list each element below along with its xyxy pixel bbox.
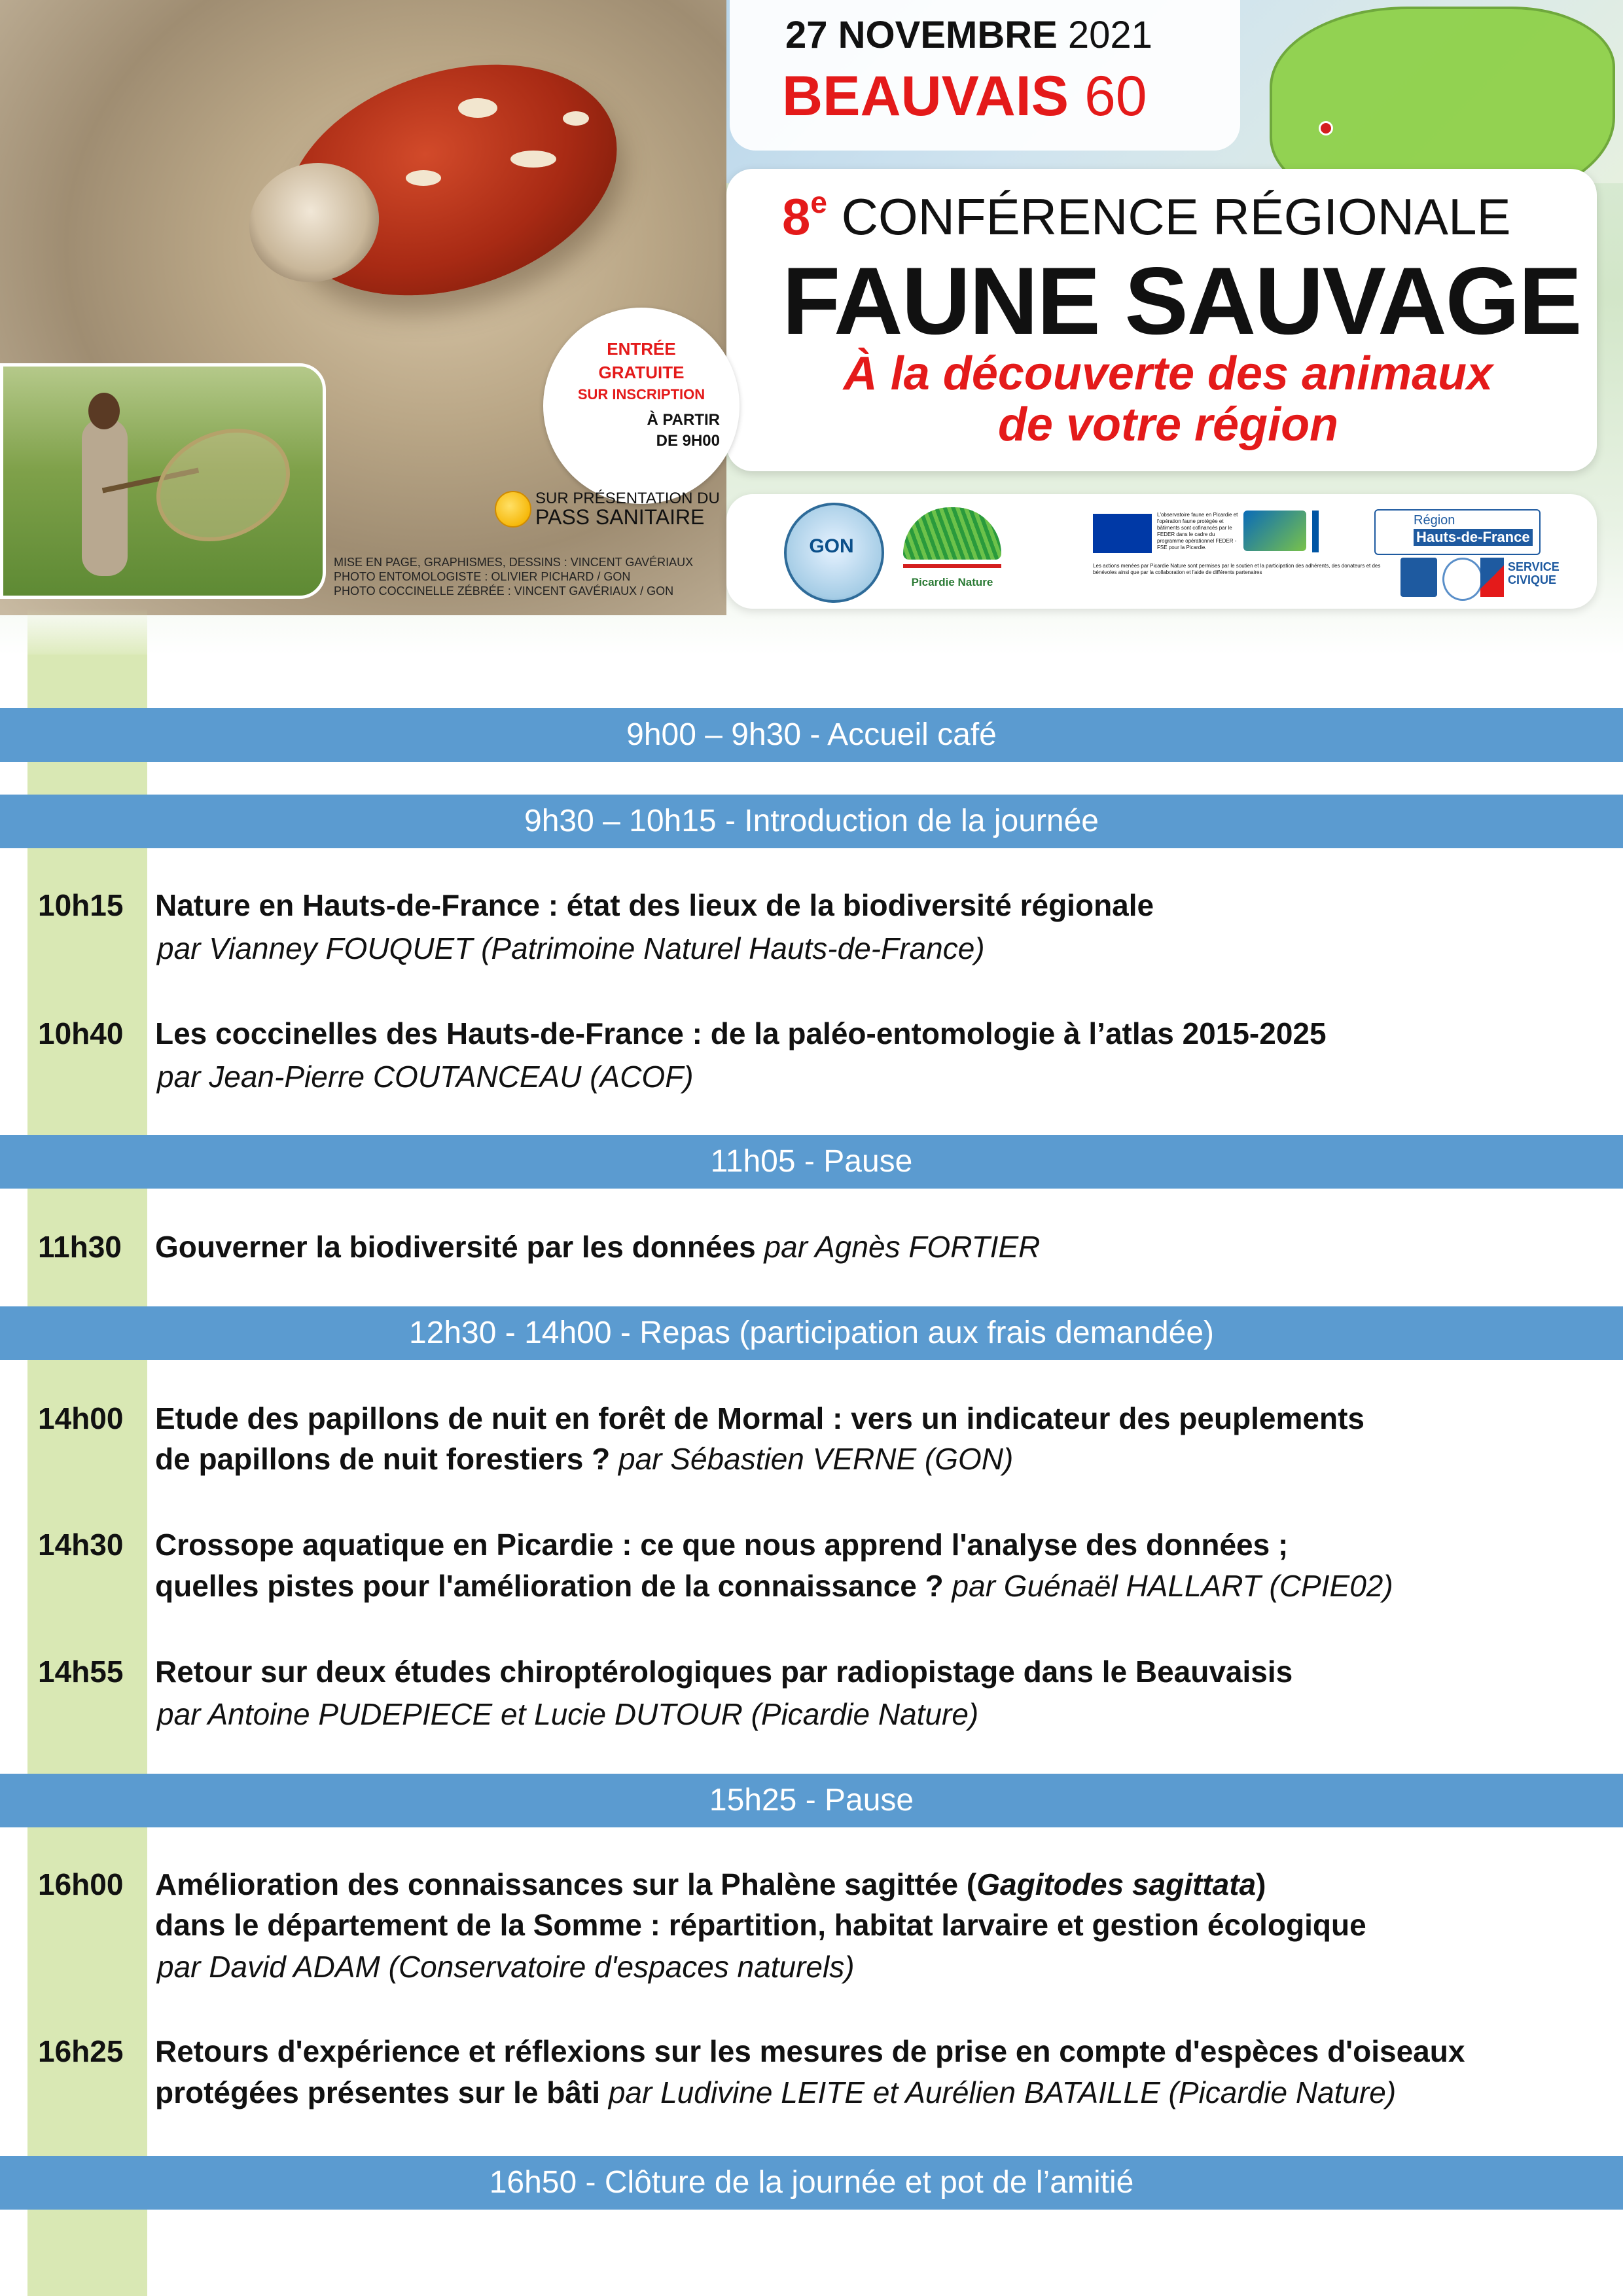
eu-funding-text: L'observatoire faune en Picardie et l'opération faune protégée et bâtiments sont cofinancés par le FEDER dans le cadre du programme opérationnel FEDER - FSE pour la Picardie. xyxy=(1157,512,1238,550)
talk-time: 11h30 xyxy=(38,1230,122,1264)
talk-title: Nature en Hauts-de-France : état des lieux de la biodiversité régionale xyxy=(155,888,1154,922)
talk-title-continued: protégées présentes sur le bâti par Ludivine LEITE et Aurélien BATAILLE (Picardie Nature) xyxy=(155,2075,1397,2109)
lunch-note: (participation aux frais demandée) xyxy=(739,1316,1215,1350)
talk-title-continued: quelles pistes pour l'amélioration de la connaissance ? par Guénaël HALLART (CPIE02) xyxy=(155,1569,1393,1603)
prefet-logo xyxy=(1312,511,1384,552)
pass-notice-line-2: PASS SANITAIRE xyxy=(535,505,705,529)
subtitle-line-2: de votre région xyxy=(997,399,1339,451)
free-entry-line-1: ENTRÉE xyxy=(607,339,676,359)
event-year: 2021 xyxy=(1067,14,1152,56)
credit-line: PHOTO ENTOMOLOGISTE : OLIVIER PICHARD / GON xyxy=(334,570,631,583)
talk-speaker: par Jean-Pierre COUTANCEAU (ACOF) xyxy=(157,1060,694,1094)
conference-label: CONFÉRENCE RÉGIONALE xyxy=(841,188,1511,245)
beetle-spot xyxy=(406,170,441,186)
beauvais-location-marker xyxy=(1319,121,1333,135)
beetle-spot xyxy=(563,111,589,126)
butterfly-net xyxy=(138,408,309,562)
start-time-line-1: À PARTIR xyxy=(647,411,720,429)
talk-title: Les coccinelles des Hauts-de-France : de la paléo-entomologie à l’atlas 2015-2025 xyxy=(155,1016,1327,1050)
event-date: 27 NOVEMBRE 2021 xyxy=(785,14,1152,56)
credit-line: MISE EN PAGE, GRAPHISMES, DESSINS : VINCENT GAVÉRIAUX xyxy=(334,556,694,569)
talk-title: Retours d'expérience et réflexions sur les mesures de prise en compte d'espèces d'oiseaux xyxy=(155,2034,1465,2068)
pass-notice-line-1: SUR PRÉSENTATION DU xyxy=(535,490,720,507)
aisne-logo xyxy=(1400,558,1437,597)
talk-speaker: par Agnès FORTIER xyxy=(764,1230,1041,1264)
credit-line: PHOTO COCCINELLE ZÉBRÉE : VINCENT GAVÉRIAUX / GON xyxy=(334,584,674,598)
talk-speaker: par Guénaël HALLART (CPIE02) xyxy=(952,1569,1393,1603)
species-name: Gagitodes sagittata xyxy=(976,1867,1257,1901)
event-city: BEAUVAIS 60 xyxy=(782,65,1147,128)
main-title: FAUNE SAUVAGE xyxy=(782,247,1581,354)
program-band-pause: 11h05 - Pause xyxy=(0,1135,1623,1189)
talk-title: Etude des papillons de nuit en forêt de Mormal : vers un indicateur des peuplements xyxy=(155,1401,1364,1435)
picardie-nature-logo-text: Picardie Nature xyxy=(911,576,993,588)
oise-logo xyxy=(1442,558,1483,601)
talk-time: 16h00 xyxy=(38,1867,124,1901)
talk-speaker: par Vianney FOUQUET (Patrimoine Naturel Hauts-de-France) xyxy=(157,931,985,965)
person-head xyxy=(88,393,120,429)
partners-note: Les actions menées par Picardie Nature sont permises par le soutien et la participation des adhérents, des donateurs et des bénévoles ainsi que par la collaboration et l'aide de différents partenaires xyxy=(1093,563,1381,575)
time-column-fade xyxy=(27,609,147,661)
talk-time: 14h00 xyxy=(38,1401,124,1435)
person-figure xyxy=(82,419,128,576)
event-department: 60 xyxy=(1084,65,1147,128)
talk-title: Gouverner la biodiversité par les données par Agnès FORTIER xyxy=(155,1230,1041,1264)
smiley-icon xyxy=(495,491,531,528)
talk-time: 14h55 xyxy=(38,1655,124,1689)
beetle-spot xyxy=(458,98,497,118)
picardie-nature-logo-bar xyxy=(903,564,1001,568)
free-entry-line-3: SUR INSCRIPTION xyxy=(577,386,705,403)
talk-time: 10h15 xyxy=(38,888,124,922)
free-entry-line-2: GRATUITE xyxy=(598,363,685,382)
eu-flag-logo xyxy=(1093,514,1152,553)
beetle-spot xyxy=(510,151,556,168)
europe-engage-logo xyxy=(1243,511,1306,551)
talk-time: 10h40 xyxy=(38,1016,124,1050)
talk-time: 14h30 xyxy=(38,1528,124,1562)
gon-logo-text: GON xyxy=(809,535,854,557)
conference-edition: 8e CONFÉRENCE RÉGIONALE xyxy=(782,185,1511,245)
talk-title: Retour sur deux études chiroptérologiques par radiopistage dans le Beauvaisis xyxy=(155,1655,1293,1689)
talk-speaker: par Sébastien VERNE (GON) xyxy=(618,1442,1014,1476)
region-logo-label: Région xyxy=(1414,513,1455,528)
talk-speaker: par Antoine PUDEPIECE et Lucie DUTOUR (Picardie Nature) xyxy=(157,1697,979,1731)
program-band-pause: 15h25 - Pause xyxy=(0,1774,1623,1827)
subtitle-line-1: À la découverte des animaux xyxy=(843,348,1493,400)
program-band-welcome: 9h00 – 9h30 - Accueil café xyxy=(0,708,1623,762)
photo-credits xyxy=(334,555,693,598)
entomologist-photo xyxy=(0,363,326,599)
talk-speaker: par Ludivine LEITE et Aurélien BATAILLE (Picardie Nature) xyxy=(608,2075,1397,2109)
talk-title: Amélioration des connaissances sur la Phalène sagittée (Gagitodes sagittata) xyxy=(155,1867,1266,1901)
talk-speaker: par David ADAM (Conservatoire d'espaces naturels) xyxy=(157,1950,855,1984)
program-band-lunch: 12h30 - 14h00 - Repas (participation aux frais demandée) xyxy=(0,1306,1623,1360)
program-band-intro: 9h30 – 10h15 - Introduction de la journée xyxy=(0,795,1623,848)
free-entry-badge xyxy=(543,308,740,504)
service-civique-logo xyxy=(1480,558,1504,597)
talk-title-continued: de papillons de nuit forestiers ? par Sébastien VERNE (GON) xyxy=(155,1442,1014,1476)
region-logo-name: Hauts-de-France xyxy=(1414,529,1533,546)
start-time-line-2: DE 9H00 xyxy=(656,432,720,450)
talk-title-continued: dans le département de la Somme : répartition, habitat larvaire et gestion écologique xyxy=(155,1908,1366,1942)
talk-title: Crossope aquatique en Picardie : ce que nous apprend l'analyse des données ; xyxy=(155,1528,1289,1562)
program-band-closing: 16h50 - Clôture de la journée et pot de l’amitié xyxy=(0,2156,1623,2210)
service-civique-text: SERVICE CIVIQUE xyxy=(1508,560,1560,586)
talk-time: 16h25 xyxy=(38,2034,124,2068)
